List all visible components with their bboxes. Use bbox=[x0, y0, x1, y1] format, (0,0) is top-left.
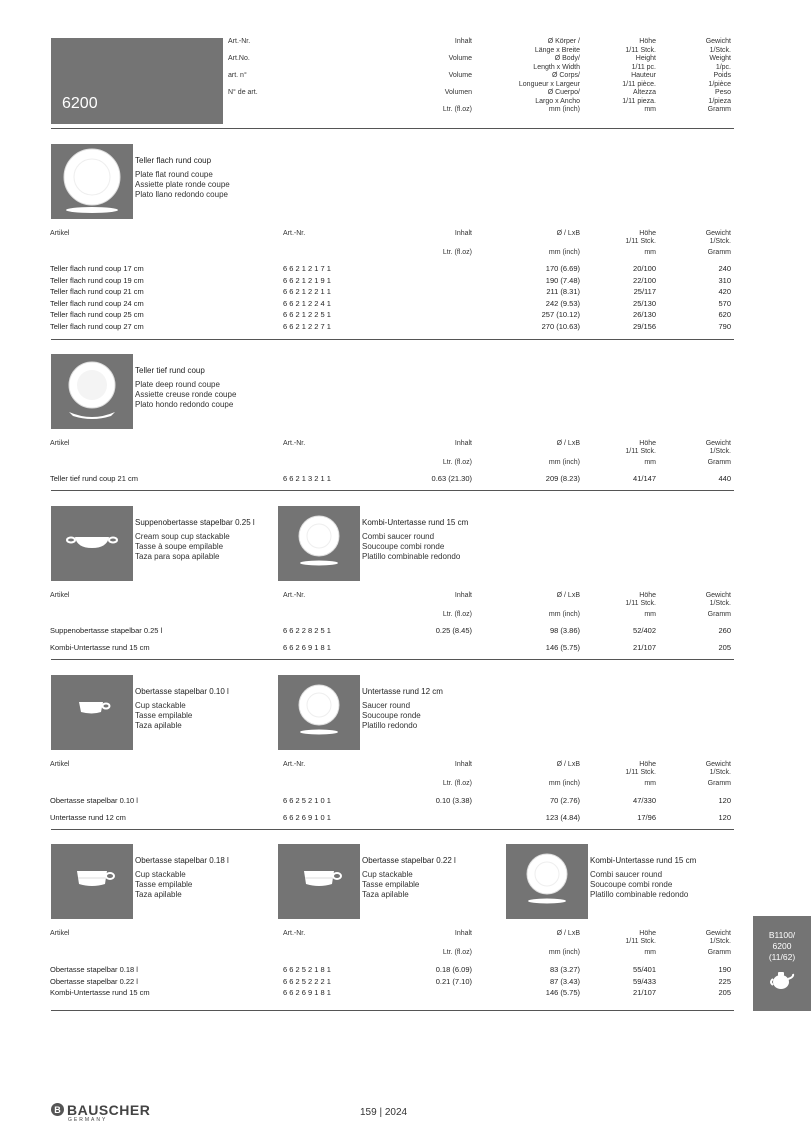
row-weight: 420 bbox=[718, 287, 731, 296]
product-image bbox=[51, 844, 133, 919]
row-article-name: Kombi-Untertasse rund 15 cm bbox=[50, 988, 150, 997]
row-article-number: 6 6 2 1 2 2 7 1 bbox=[283, 321, 331, 331]
col-header-gewicht: Gewicht bbox=[705, 440, 731, 447]
product-image bbox=[278, 675, 360, 750]
teapot-icon bbox=[769, 969, 795, 991]
col-header-dim: Ø / LxB bbox=[556, 440, 580, 447]
row-height: 21/107 bbox=[633, 643, 656, 652]
product-description: Cup stackable bbox=[135, 870, 186, 879]
col-header-dim: Ø / LxB bbox=[556, 592, 580, 599]
saucer-icon bbox=[506, 844, 588, 919]
col-header-dim-unit: mm (inch) bbox=[548, 249, 580, 256]
row-article-name: Obertasse stapelbar 0.10 l bbox=[50, 796, 138, 805]
row-weight: 260 bbox=[718, 626, 731, 635]
col-header-gewicht-sub: 1/Stck. bbox=[709, 238, 731, 245]
row-article-number: 6 6 2 1 2 2 1 1 bbox=[283, 287, 331, 296]
flat-plate-icon bbox=[51, 144, 133, 219]
small-cup-icon bbox=[51, 675, 133, 750]
row-weight: 205 bbox=[718, 643, 731, 652]
row-article-number: 6 6 2 1 2 2 5 1 bbox=[283, 310, 331, 319]
row-dimension: 170 (6.69) bbox=[545, 264, 580, 273]
row-dimension: 146 (5.75) bbox=[545, 988, 580, 997]
row-weight: 240 bbox=[718, 264, 731, 273]
product-title: Kombi-Untertasse rund 15 cm bbox=[590, 856, 697, 865]
product-description: Taza para sopa apilable bbox=[135, 552, 220, 561]
col-header-inhalt: Inhalt bbox=[454, 930, 472, 937]
col-header-inhalt: Inhalt bbox=[454, 761, 472, 768]
row-article-name: Teller flach rund coup 17 cm bbox=[50, 264, 144, 273]
header-artnr-labels: Art.-Nr. Art.No. art. n° N° de art. bbox=[228, 38, 258, 96]
row-article-name: Suppenobertasse stapelbar 0.25 l bbox=[50, 626, 163, 635]
row-article-number: 6 6 2 6 9 1 8 1 bbox=[283, 988, 331, 997]
product-description: Saucer round bbox=[362, 701, 411, 710]
header-divider bbox=[51, 128, 734, 129]
row-dimension: 146 (5.75) bbox=[545, 643, 580, 652]
row-volume: 0.63 (21.30) bbox=[431, 474, 472, 483]
row-article-number: 6 6 2 1 2 1 7 1 bbox=[283, 264, 331, 273]
col-header-dim: Ø / LxB bbox=[556, 930, 580, 937]
row-article-name: Teller flach rund coup 27 cm bbox=[50, 321, 144, 331]
row-height: 25/117 bbox=[633, 287, 656, 296]
row-weight: 440 bbox=[718, 474, 731, 483]
product-description: Combi saucer round bbox=[362, 532, 435, 541]
col-header-inhalt-unit: Ltr. (fl.oz) bbox=[442, 780, 472, 787]
row-dimension: 257 (10.12) bbox=[541, 310, 580, 319]
row-volume: 0.21 (7.10) bbox=[435, 976, 472, 986]
product-description: Cream soup cup stackable bbox=[135, 532, 230, 541]
row-weight: 790 bbox=[718, 321, 731, 331]
product-description: Tasse empilable bbox=[362, 880, 420, 889]
product-description: Tasse à soupe empilable bbox=[135, 542, 224, 551]
product-title: Obertasse stapelbar 0.18 l bbox=[135, 856, 229, 865]
row-article-number: 6 6 2 1 2 1 9 1 bbox=[283, 275, 331, 285]
row-weight: 310 bbox=[718, 275, 731, 285]
col-header-artikel: Artikel bbox=[50, 230, 70, 237]
col-header-gewicht-sub: 1/Stck. bbox=[709, 938, 731, 945]
product-title: Kombi-Untertasse rund 15 cm bbox=[362, 518, 469, 527]
row-volume: 0.25 (8.45) bbox=[435, 626, 472, 635]
col-header-artnr: Art.-Nr. bbox=[283, 761, 306, 768]
col-header-hoehe-unit: mm bbox=[644, 780, 656, 787]
product-description: Platillo combinable redondo bbox=[362, 552, 461, 561]
col-header-gewicht-sub: 1/Stck. bbox=[709, 769, 731, 776]
row-article-number: 6 6 2 2 8 2 5 1 bbox=[283, 626, 331, 635]
footer-brand: BAUSCHER bbox=[67, 1102, 151, 1118]
row-weight: 570 bbox=[718, 298, 731, 308]
saucer-icon bbox=[278, 506, 360, 581]
row-weight: 120 bbox=[718, 796, 731, 805]
product-image bbox=[278, 506, 360, 581]
row-dimension: 242 (9.53) bbox=[545, 298, 580, 308]
col-header-gewicht-sub: 1/Stck. bbox=[709, 600, 731, 607]
col-header-gewicht: Gewicht bbox=[705, 761, 731, 768]
col-header-gewicht-unit: Gramm bbox=[707, 249, 731, 256]
row-height: 20/100 bbox=[633, 264, 656, 273]
product-title: Suppenobertasse stapelbar 0.25 l bbox=[135, 518, 255, 527]
row-height: 55/401 bbox=[633, 965, 656, 974]
saucer-icon bbox=[278, 675, 360, 750]
header-dim-labels: Ø Körper / Länge x Breite Ø Body/ Length x Width Ø Corps/ Longueur x Largeur Ø Cuerpo/ Largo x Ancho mm (inch) bbox=[518, 38, 580, 113]
cup-icon bbox=[278, 844, 360, 919]
row-article-number: 6 6 2 6 9 1 0 1 bbox=[283, 813, 331, 822]
product-description: Platillo redondo bbox=[362, 721, 418, 730]
col-header-hoehe-sub: 1/11 Stck. bbox=[625, 769, 656, 776]
product-title: Teller tief rund coup bbox=[135, 366, 205, 375]
col-header-artnr: Art.-Nr. bbox=[283, 230, 306, 237]
row-height: 25/130 bbox=[633, 298, 656, 308]
row-height: 52/402 bbox=[633, 626, 656, 635]
product-description: Taza apilable bbox=[135, 721, 182, 730]
row-article-name: Teller flach rund coup 25 cm bbox=[50, 310, 144, 319]
row-dimension: 83 (3.27) bbox=[549, 965, 580, 974]
svg-text:B: B bbox=[54, 1105, 61, 1115]
col-header-dim-unit: mm (inch) bbox=[548, 459, 580, 466]
col-header-artikel: Artikel bbox=[50, 930, 70, 937]
soup-cup-icon bbox=[51, 506, 133, 581]
col-header-artikel: Artikel bbox=[50, 761, 70, 768]
row-dimension: 123 (4.84) bbox=[545, 813, 580, 822]
col-header-hoehe-unit: mm bbox=[644, 949, 656, 956]
deep-plate-icon bbox=[51, 354, 133, 429]
row-article-number: 6 6 2 6 9 1 8 1 bbox=[283, 643, 331, 652]
bauscher-logo-icon bbox=[51, 1103, 64, 1116]
product-description: Plato hondo redondo coupe bbox=[135, 400, 234, 409]
row-article-number: 6 6 2 5 2 1 8 1 bbox=[283, 965, 331, 974]
col-header-inhalt-unit: Ltr. (fl.oz) bbox=[442, 249, 472, 256]
section-divider bbox=[51, 490, 734, 491]
product-description: Tasse empilable bbox=[135, 711, 193, 720]
product-title: Obertasse stapelbar 0.22 l bbox=[362, 856, 456, 865]
col-header-hoehe-sub: 1/11 Stck. bbox=[625, 600, 656, 607]
col-header-dim-unit: mm (inch) bbox=[548, 949, 580, 956]
col-header-hoehe: Höhe bbox=[639, 930, 656, 937]
product-title: Obertasse stapelbar 0.10 l bbox=[135, 687, 229, 696]
col-header-gewicht-sub: 1/Stck. bbox=[709, 448, 731, 455]
product-image bbox=[51, 354, 133, 429]
product-description: Soucoupe ronde bbox=[362, 711, 421, 720]
row-dimension: 209 (8.23) bbox=[545, 474, 580, 483]
col-header-inhalt-unit: Ltr. (fl.oz) bbox=[442, 459, 472, 466]
row-dimension: 87 (3.43) bbox=[549, 976, 580, 986]
col-header-artnr: Art.-Nr. bbox=[283, 440, 306, 447]
row-weight: 225 bbox=[718, 976, 731, 986]
row-volume: 0.10 (3.38) bbox=[435, 796, 472, 805]
row-height: 26/130 bbox=[633, 310, 656, 319]
row-height: 41/147 bbox=[633, 474, 656, 483]
section-divider bbox=[51, 829, 734, 830]
row-weight: 120 bbox=[718, 813, 731, 822]
footer-page-number: 159 | 2024 bbox=[360, 1107, 408, 1118]
col-header-dim-unit: mm (inch) bbox=[548, 780, 580, 787]
row-dimension: 270 (10.63) bbox=[541, 321, 580, 331]
row-dimension: 98 (3.86) bbox=[549, 626, 580, 635]
col-header-artnr: Art.-Nr. bbox=[283, 930, 306, 937]
row-article-name: Teller flach rund coup 21 cm bbox=[50, 287, 144, 296]
col-header-hoehe: Höhe bbox=[639, 761, 656, 768]
product-title: Untertasse rund 12 cm bbox=[362, 687, 443, 696]
section-divider bbox=[51, 659, 734, 660]
row-volume: 0.18 (6.09) bbox=[435, 965, 472, 974]
row-height: 17/96 bbox=[637, 813, 656, 822]
row-height: 29/156 bbox=[633, 321, 656, 331]
cup-icon bbox=[51, 844, 133, 919]
col-header-inhalt: Inhalt bbox=[454, 440, 472, 447]
row-article-number: 6 6 2 1 3 2 1 1 bbox=[283, 474, 331, 483]
product-description: Combi saucer round bbox=[590, 870, 663, 879]
col-header-artikel: Artikel bbox=[50, 592, 70, 599]
col-header-hoehe: Höhe bbox=[639, 592, 656, 599]
col-header-inhalt-unit: Ltr. (fl.oz) bbox=[442, 611, 472, 618]
row-article-name: Teller flach rund coup 19 cm bbox=[50, 275, 144, 285]
product-title: Teller flach rund coup bbox=[135, 156, 212, 165]
col-header-artikel: Artikel bbox=[50, 440, 70, 447]
col-header-gewicht: Gewicht bbox=[705, 930, 731, 937]
section-divider bbox=[51, 339, 734, 340]
row-height: 22/100 bbox=[633, 275, 656, 285]
col-header-gewicht: Gewicht bbox=[705, 230, 731, 237]
product-description: Assiette creuse ronde coupe bbox=[135, 390, 237, 399]
col-header-dim: Ø / LxB bbox=[556, 761, 580, 768]
col-header-inhalt-unit: Ltr. (fl.oz) bbox=[442, 949, 472, 956]
row-article-name: Obertasse stapelbar 0.18 l bbox=[50, 965, 138, 974]
product-image bbox=[51, 675, 133, 750]
row-dimension: 211 (8.31) bbox=[546, 287, 580, 296]
col-header-hoehe-sub: 1/11 Stck. bbox=[625, 938, 656, 945]
row-article-number: 6 6 2 5 2 1 0 1 bbox=[283, 796, 331, 805]
row-article-name: Kombi-Untertasse rund 15 cm bbox=[50, 643, 150, 652]
product-image bbox=[278, 844, 360, 919]
col-header-hoehe-sub: 1/11 Stck. bbox=[625, 238, 656, 245]
product-description: Taza apilable bbox=[135, 890, 182, 899]
product-description: Plate flat round coupe bbox=[135, 170, 213, 179]
product-image bbox=[51, 506, 133, 581]
row-article-number: 6 6 2 5 2 2 2 1 bbox=[283, 976, 331, 986]
row-article-name: Teller flach rund coup 24 cm bbox=[50, 298, 144, 308]
product-description: Cup stackable bbox=[362, 870, 413, 879]
product-description: Plate deep round coupe bbox=[135, 380, 220, 389]
row-article-name: Untertasse rund 12 cm bbox=[50, 813, 126, 822]
col-header-hoehe: Höhe bbox=[639, 230, 656, 237]
product-description: Platillo combinable redondo bbox=[590, 890, 689, 899]
series-number: 6200 bbox=[62, 95, 98, 112]
header-inhalt-labels: Inhalt Volume Volume Volumen Ltr. (fl.oz) bbox=[442, 38, 472, 113]
col-header-inhalt: Inhalt bbox=[454, 592, 472, 599]
product-description: Soucoupe combi ronde bbox=[362, 542, 445, 551]
col-header-gewicht-unit: Gramm bbox=[707, 949, 731, 956]
row-dimension: 190 (7.48) bbox=[545, 275, 580, 285]
product-image bbox=[506, 844, 588, 919]
col-header-hoehe: Höhe bbox=[639, 440, 656, 447]
row-dimension: 70 (2.76) bbox=[549, 796, 580, 805]
col-header-inhalt: Inhalt bbox=[454, 230, 472, 237]
product-description: Assiette plate ronde coupe bbox=[135, 180, 230, 189]
col-header-artnr: Art.-Nr. bbox=[283, 592, 306, 599]
row-weight: 190 bbox=[718, 965, 731, 974]
row-weight: 620 bbox=[718, 310, 731, 319]
section-divider bbox=[51, 1010, 734, 1011]
product-description: Tasse empilable bbox=[135, 880, 193, 889]
row-weight: 205 bbox=[718, 988, 731, 997]
col-header-gewicht: Gewicht bbox=[705, 592, 731, 599]
col-header-hoehe-unit: mm bbox=[644, 249, 656, 256]
product-image bbox=[51, 144, 133, 219]
col-header-gewicht-unit: Gramm bbox=[707, 611, 731, 618]
col-header-gewicht-unit: Gramm bbox=[707, 780, 731, 787]
product-description: Plato llano redondo coupe bbox=[135, 190, 228, 199]
row-article-name: Teller tief rund coup 21 cm bbox=[50, 474, 138, 483]
col-header-hoehe-unit: mm bbox=[644, 459, 656, 466]
row-height: 21/107 bbox=[633, 988, 656, 997]
col-header-hoehe-unit: mm bbox=[644, 611, 656, 618]
product-description: Cup stackable bbox=[135, 701, 186, 710]
footer-brand-sub: GERMANY bbox=[68, 1117, 108, 1123]
row-height: 59/433 bbox=[633, 976, 656, 986]
col-header-hoehe-sub: 1/11 Stck. bbox=[625, 448, 656, 455]
col-header-dim: Ø / LxB bbox=[556, 230, 580, 237]
header-hoehe-labels: Höhe 1/11 Stck. Height 1/11 pc. Hauteur 1/11 pièce. Altezza 1/11 pieza. mm bbox=[622, 38, 656, 113]
row-article-name: Obertasse stapelbar 0.22 l bbox=[50, 976, 138, 986]
row-height: 47/330 bbox=[633, 796, 656, 805]
col-header-gewicht-unit: Gramm bbox=[707, 459, 731, 466]
col-header-dim-unit: mm (inch) bbox=[548, 611, 580, 618]
product-description: Taza apilable bbox=[362, 890, 409, 899]
header-gewicht-labels: Gewicht 1/Stck. Weight 1/pc. Poids 1/pièce Peso 1/pieza Gramm bbox=[705, 38, 731, 113]
product-description: Soucoupe combi ronde bbox=[590, 880, 673, 889]
catalog-side-tab: B1100/ 6200 (11/62) bbox=[753, 916, 811, 1011]
row-article-number: 6 6 2 1 2 2 4 1 bbox=[283, 298, 331, 308]
